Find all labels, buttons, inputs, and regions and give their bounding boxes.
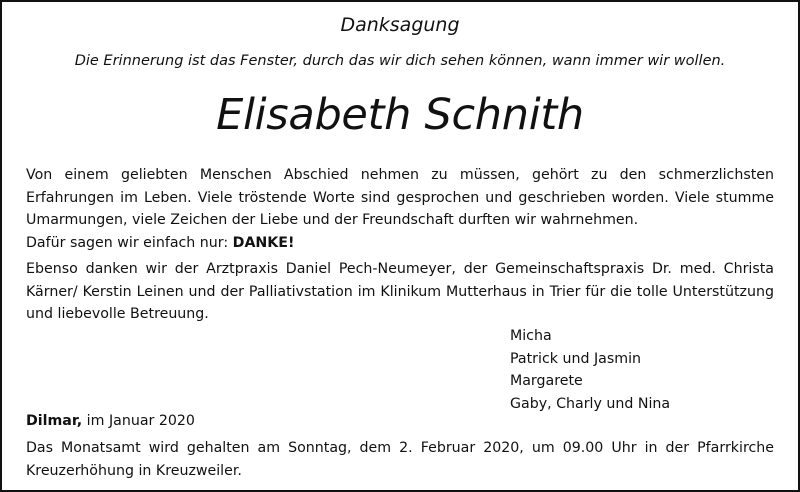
notice-heading: Danksagung [340,14,460,36]
deceased-name: Elisabeth Schnith [216,90,584,140]
thanks-word: DANKE! [232,235,295,251]
place: Dilmar, [26,413,83,429]
signer: Micha [510,328,552,344]
service-announcement: Das Monatsamt wird gehalten am Sonntag, dem 2. Februar 2020, um 09.00 Uhr in der Pfarrkirche Kreuzerhöhung in Kreuzweiler. [26,440,774,479]
signer: Margarete [510,373,583,389]
signer: Patrick und Jasmin [510,350,641,367]
thanks-line [26,232,774,255]
date: im Januar 2020 [82,413,195,429]
thanks-prefix: Dafür sagen wir einfach nur: [26,235,233,251]
signers-list [510,325,670,415]
medical-thanks-paragraph: Ebenso danken wir der Arztpraxis Daniel Pech-Neumeyer, der Gemeinschaftspraxis Dr. med. Christa Kärner/ Kerstin Leinen und der Palliativstation im Klinikum Mutterhaus in Trier für die tolle Unterstützung und liebevolle Betreuung. [26,261,774,322]
place-date-line [26,410,774,433]
gratitude-paragraph: Von einem geliebten Menschen Abschied nehmen zu müssen, gehört zu den schmerzlichsten Erfahrungen im Leben. Viele tröstende Worte sind gesprochen und geschrieben worden. Viele stumme Umarmungen, viele Zeichen der Liebe und der Freundschaft durften wir wahrnehmen. [26,167,774,228]
signer: Gaby, Charly und Nina [510,395,671,412]
motto-quote: Die Erinnerung ist das Fenster, durch das wir dich sehen können, wann immer wir wollen. [74,53,726,69]
